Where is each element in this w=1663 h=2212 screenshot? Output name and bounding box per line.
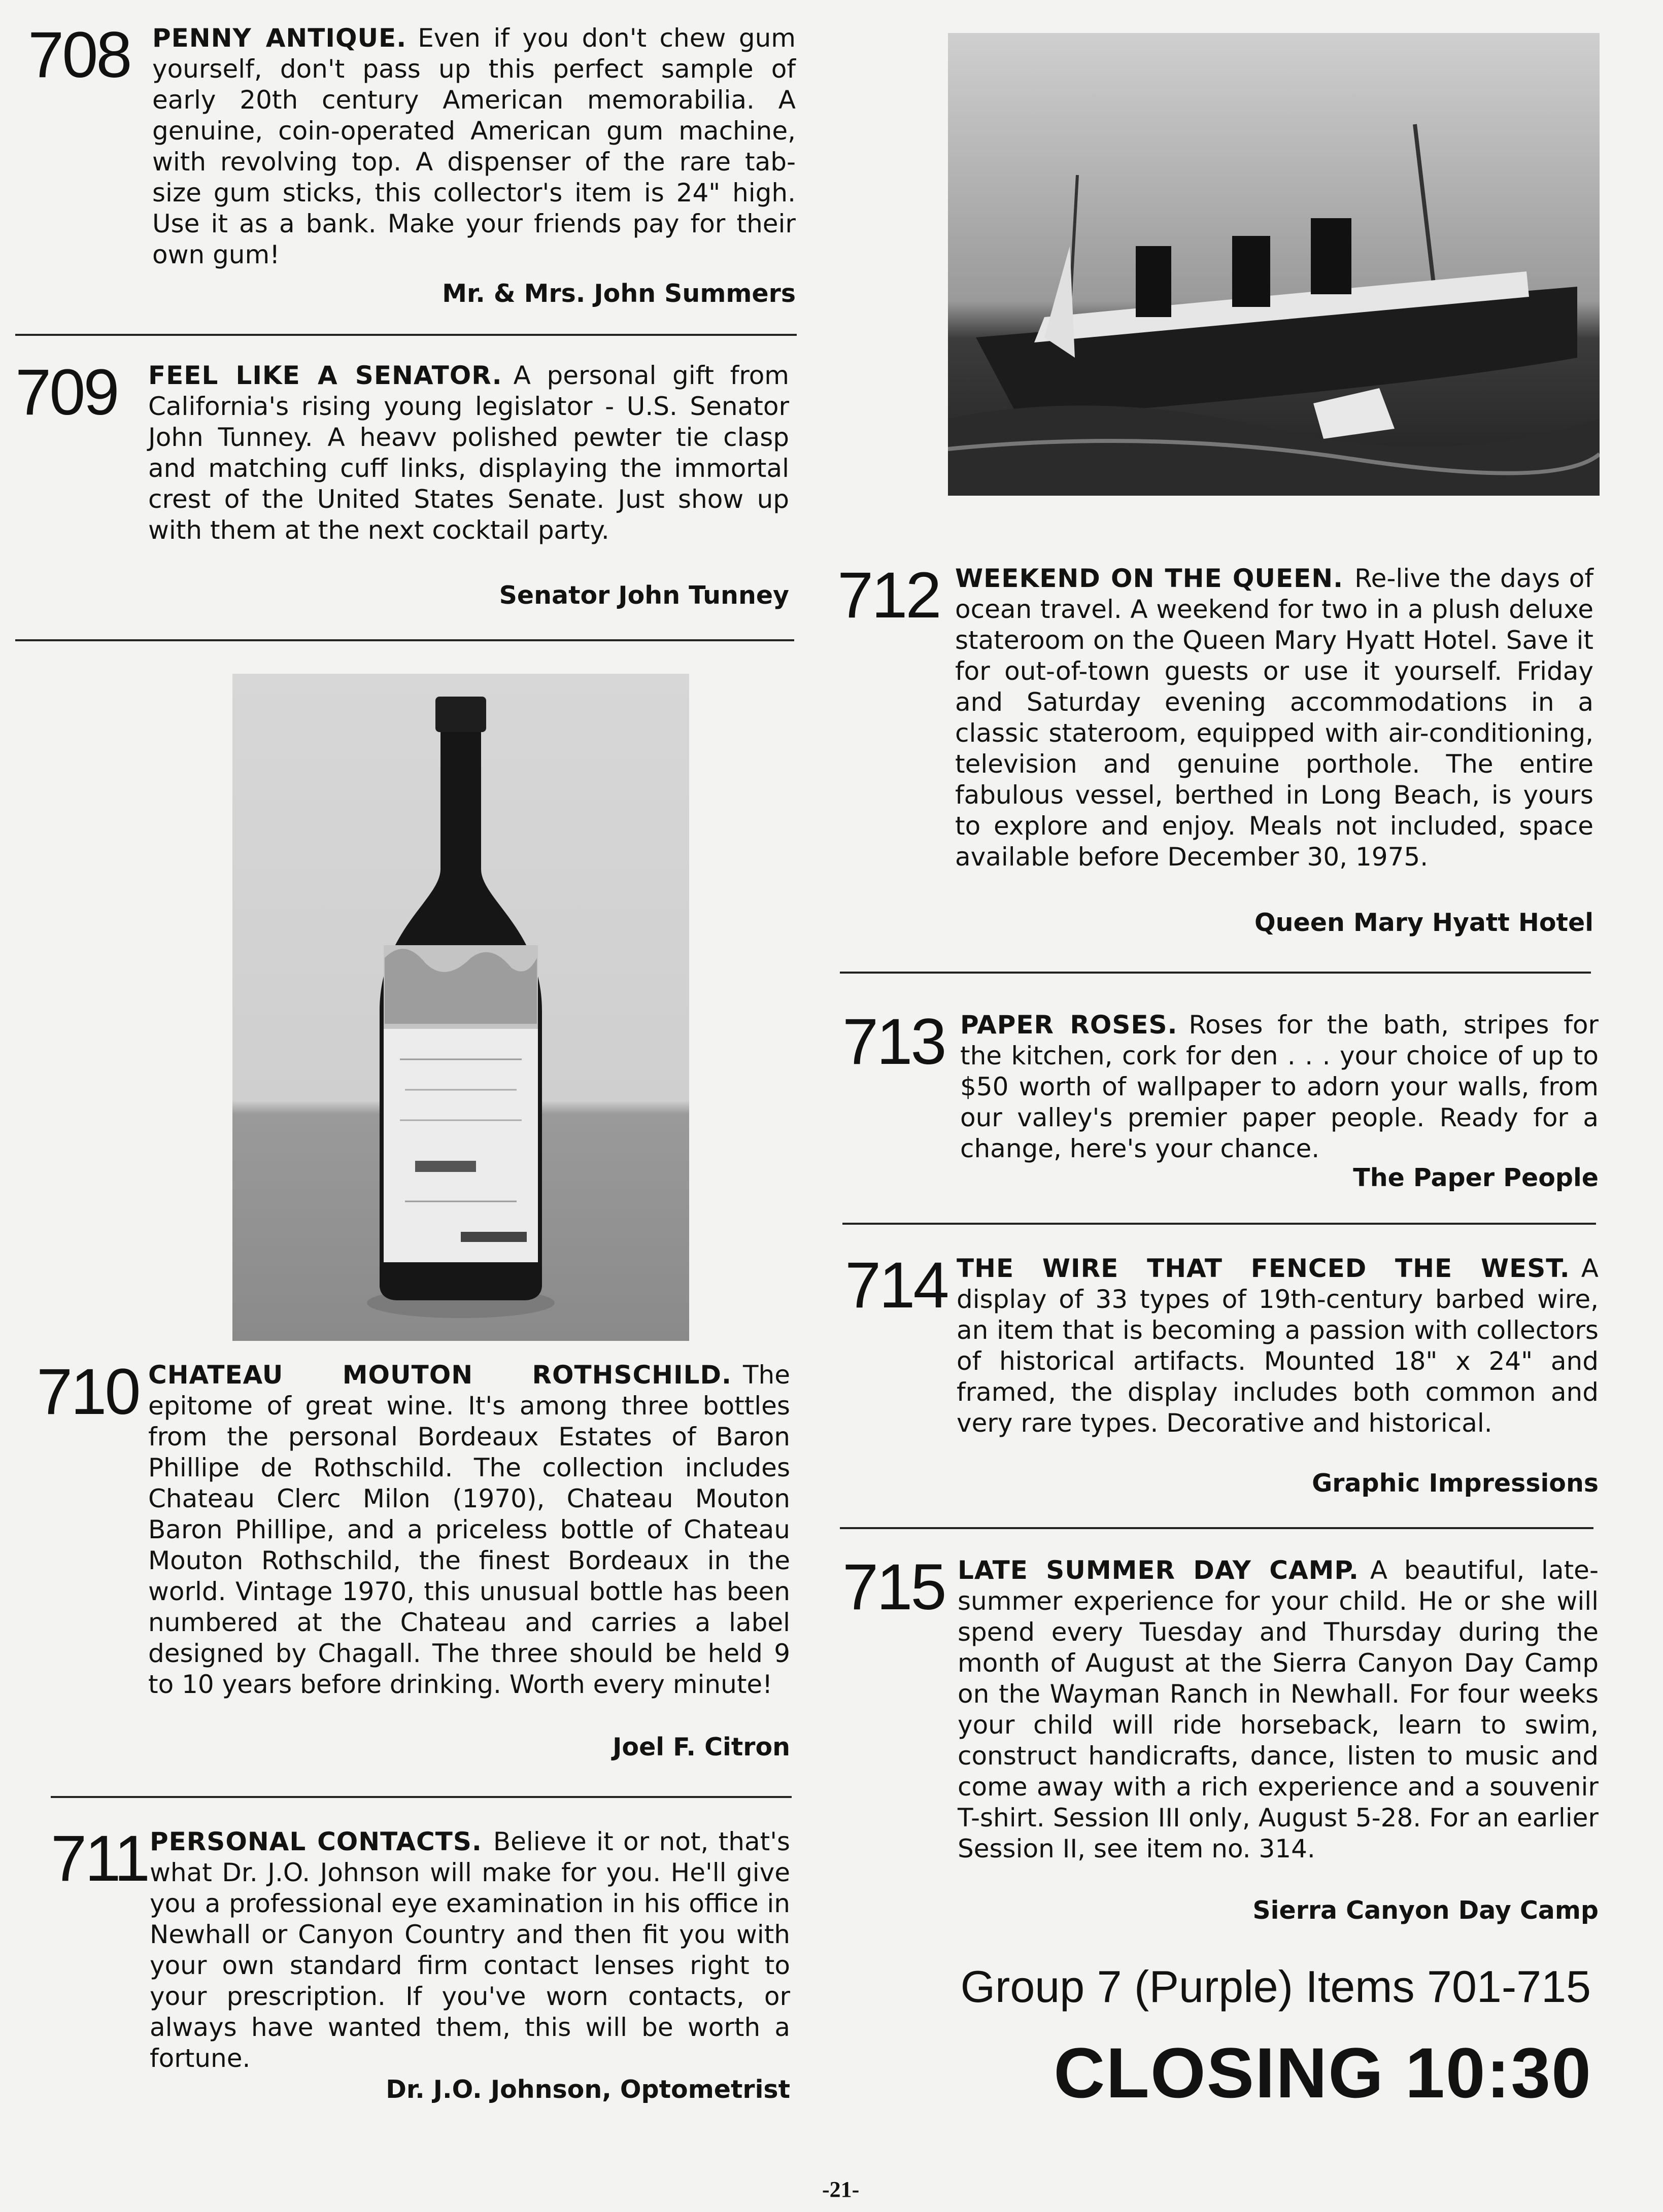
- item-number: 715: [842, 1551, 945, 1623]
- ship-illustration: [948, 33, 1600, 496]
- item-description: [958, 1555, 1599, 1864]
- item-text: The epitome of great wine. It's among three bottles from the personal Bordeaux Estates of Baron Phillipe de Rothschild. The collection includes Chateau Clerc Milon (1970), Chateau Mouton Baron Phillipe, and a priceless bottle of Chateau Mouton Rothschild, the finest Bordeaux in the world. Vintage 1970, this unusual bottle has been numbered at the Chateau and carries a label designed by Chagall. The three should be held 9 to 10 years before drinking. Worth every minute!: [148, 1360, 790, 1699]
- item-donor: Senator John Tunney: [499, 581, 789, 610]
- divider: [840, 1527, 1593, 1529]
- item-number: 708: [28, 19, 130, 91]
- page-number: -21-: [822, 2177, 860, 2202]
- item-title: PENNY ANTIQUE.: [152, 23, 407, 53]
- item-donor: Queen Mary Hyatt Hotel: [1254, 908, 1593, 937]
- item-donor: Joel F. Citron: [613, 1733, 790, 1761]
- item-text: A display of 33 types of 19th-century barbed wire, an item that is becoming a passion with collectors of historical artifacts. Mounted 18" x 24" and framed, the display includes both common and very rare types. Decorative and historical.: [957, 1254, 1599, 1438]
- item-description: [957, 1253, 1599, 1439]
- item-712: [837, 559, 1593, 949]
- item-number: 712: [837, 559, 940, 632]
- item-713: [842, 1006, 1599, 1202]
- item-text: A beautiful, late-summer experience for your child. He or she will spend every Tuesday and Thursday during the month of August at the Sierra Canyon Day Camp on the Wayman Ranch in Newhall. For four weeks your child will ride horseback, learn to swim, construct handicrafts, dance, listen to music and come away with a rich experience and a souvenir T-shirt. Session III only, August 5-28. For an earlier Session II, see item no. 314.: [958, 1556, 1599, 1863]
- group-label: Group 7 (Purple) Items 701-715: [960, 1961, 1591, 2012]
- item-708: [28, 19, 796, 312]
- item-text: Re-live the days of ocean travel. A weekend for two in a plush deluxe stateroom on the Queen Mary Hyatt Hotel. Save it for out-of-town guests or use it yourself. Friday and Saturday evening accommodations in a classic stateroom, equipped with air-conditioning, television and genuine porthole. The entire fabulous vessel, berthed in Long Beach, is yours to explore and enjoy. Meals not included, space available before December 30, 1975.: [955, 564, 1593, 872]
- item-number: 710: [37, 1356, 139, 1428]
- item-donor: Graphic Impressions: [1312, 1469, 1599, 1498]
- item-text: Believe it or not, that's what Dr. J.O. Johnson will make for you. He'll give you a professional eye examination in his office in Newhall or Canyon Country and then fit you with your own standard firm contact lenses right to your prescription. If you've worn contacts, or always have wanted them, this will be worth a fortune.: [150, 1827, 790, 2073]
- item-number: 709: [15, 356, 118, 429]
- item-text: Roses for the bath, stripes for the kitchen, cork for den . . . your choice of up to $50 worth of wallpaper to adorn your walls, from our valley's premier paper people. Ready for a change, here's your chance.: [960, 1010, 1599, 1163]
- divider: [15, 334, 797, 336]
- item-title: FEEL LIKE A SENATOR.: [148, 361, 502, 390]
- divider: [51, 1796, 792, 1798]
- item-number: 713: [842, 1006, 945, 1078]
- item-title: PERSONAL CONTACTS.: [150, 1827, 482, 1856]
- item-number: 711: [51, 1822, 149, 1895]
- divider: [842, 1223, 1596, 1225]
- item-description: [960, 1010, 1599, 1164]
- item-title: CHATEAU MOUTON ROTHSCHILD.: [148, 1360, 732, 1390]
- item-711: [51, 1822, 790, 2111]
- item-text: Even if you don't chew gum yourself, don't pass up this perfect sample of early 20th century American memorabilia. A genuine, coin-operated American gum machine, with revolving top. A dispenser of the rare tab-size gum sticks, this collector's item is 24" high. Use it as a bank. Make your friends pay for their own gum!: [152, 23, 796, 269]
- divider: [840, 972, 1591, 974]
- item-715: [842, 1551, 1599, 1941]
- item-description: [148, 1360, 790, 1700]
- item-number: 714: [845, 1249, 947, 1322]
- item-donor: Dr. J.O. Johnson, Optometrist: [386, 2075, 790, 2104]
- item-description: [955, 563, 1593, 873]
- item-description: [152, 23, 796, 270]
- item-710: [37, 1356, 790, 1766]
- wine-bottle-illustration: [232, 674, 689, 1341]
- item-description: [150, 1826, 790, 2074]
- item-donor: Mr. & Mrs. John Summers: [442, 279, 796, 308]
- item-title: THE WIRE THAT FENCED THE WEST.: [957, 1254, 1570, 1283]
- item-donor: The Paper People: [1353, 1163, 1599, 1192]
- item-text: A personal gift from California's rising young legislator - U.S. Senator John Tunney. A heavv polished pewter tie clasp and matching cuff links, displaying the immortal crest of the United States Senate. Just show up with them at the next cocktail party.: [148, 361, 789, 545]
- item-title: LATE SUMMER DAY CAMP.: [958, 1556, 1359, 1585]
- wine-bottle-photo: [232, 674, 689, 1341]
- item-title: PAPER ROSES.: [960, 1010, 1178, 1040]
- queen-mary-photo: [948, 33, 1600, 496]
- divider: [15, 639, 794, 641]
- item-714: [845, 1249, 1599, 1517]
- item-donor: Sierra Canyon Day Camp: [1252, 1896, 1599, 1925]
- closing-time: CLOSING 10:30: [1054, 2033, 1592, 2113]
- item-description: [148, 360, 789, 546]
- item-title: WEEKEND ON THE QUEEN.: [955, 564, 1344, 593]
- item-709: [15, 356, 789, 624]
